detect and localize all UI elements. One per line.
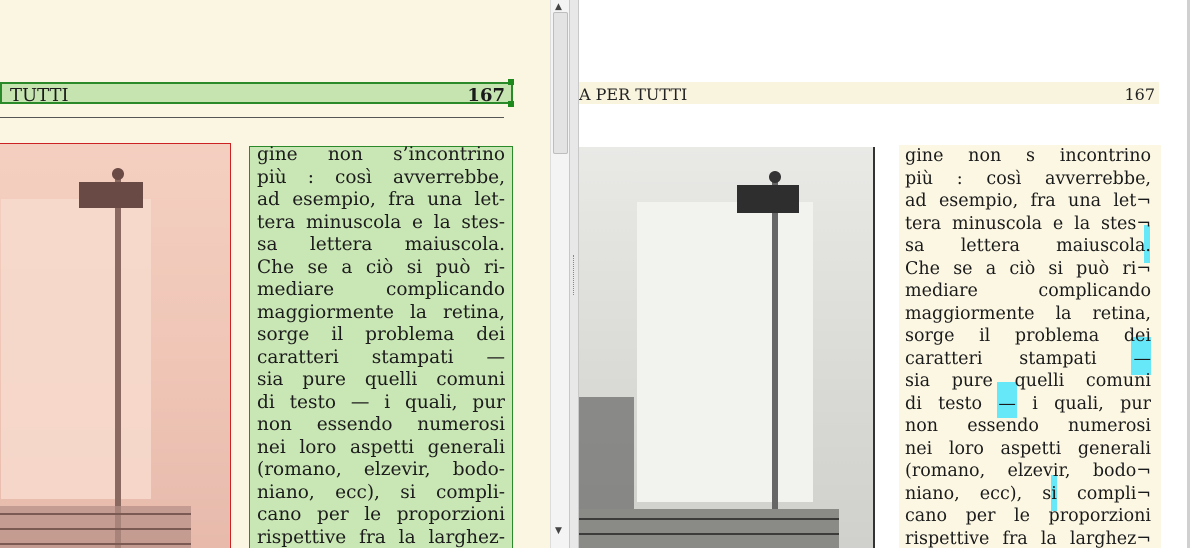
page-number: 167: [467, 85, 505, 106]
recognized-text-block[interactable]: [899, 145, 1161, 548]
text-line: rispettive fra la larghez-: [257, 526, 505, 548]
text-line: maggiormente la retina,: [257, 301, 505, 323]
text-line: sorge il problema dei: [905, 326, 1151, 346]
text-line: Che se a ciò si può ri-: [257, 256, 505, 278]
splitter-grip-icon: [573, 255, 576, 295]
recognized-header-title: A PER TUTTI: [579, 85, 688, 104]
pane-splitter[interactable]: [569, 0, 579, 548]
text-line: sia pure quelli comuni: [257, 369, 505, 390]
resize-handle-top-right[interactable]: [508, 79, 514, 85]
scroll-down-icon[interactable]: ▼: [555, 526, 562, 536]
text-line: sa lettera maiuscola.: [257, 234, 505, 255]
header-region[interactable]: [0, 82, 513, 104]
text-line: sa lettera maiuscola.: [905, 236, 1151, 256]
text-line: mediare complicando: [905, 281, 1151, 301]
scroll-up-icon[interactable]: ▲: [555, 2, 562, 12]
text-line: tera minuscola e la stes¬: [905, 213, 1151, 234]
text-line: ad esempio, fra una let-: [257, 189, 505, 210]
text-view-pane[interactable]: [579, 0, 1190, 548]
text-line: tera minuscola e la stes-: [257, 211, 505, 233]
vertical-scrollbar[interactable]: [550, 0, 569, 548]
text-line: ad esempio, fra una let¬: [905, 191, 1151, 211]
typewriter-photo: [0, 144, 232, 548]
text-region[interactable]: [249, 146, 513, 548]
text-line: cano per le proporzioni: [905, 506, 1151, 526]
text-line: (romano, elzevir, bodo¬: [905, 461, 1151, 481]
text-line: niano, ecc), si compli¬: [905, 483, 1151, 504]
scan-view-pane[interactable]: [0, 0, 550, 548]
text-line: sorge il problema dei: [257, 324, 505, 345]
text-line: non essendo numerosi: [257, 414, 505, 435]
text-line: Che se a ciò si può ri¬: [905, 258, 1151, 279]
text-line: (romano, elzevir, bodo-: [257, 459, 505, 480]
text-line: caratteri stampati —: [905, 348, 1151, 369]
text-line: più : così avverrebbe,: [257, 166, 505, 188]
text-line: maggiormente la retina,: [905, 303, 1151, 324]
text-line: di testo — i quali, pur: [905, 393, 1151, 414]
image-region[interactable]: [0, 143, 231, 548]
text-line: caratteri stampati —: [257, 346, 505, 368]
text-line: rispettive fra la larghez¬: [905, 528, 1151, 548]
text-line: non essendo numerosi: [905, 416, 1151, 436]
recognized-picture: [579, 147, 875, 548]
header-title: TUTTI: [10, 85, 69, 106]
text-line: mediare complicando: [257, 279, 505, 300]
resize-handle-bottom-right[interactable]: [508, 101, 514, 107]
text-line: gine non s’incontrino: [257, 144, 505, 165]
text-line: più : così avverrebbe,: [905, 168, 1151, 189]
text-line: nei loro aspetti generali: [257, 436, 505, 458]
typewriter-photo: [579, 147, 875, 548]
text-line: nei loro aspetti generali: [905, 438, 1151, 459]
text-line: niano, ecc), si compli-: [257, 481, 505, 503]
header-rule: [0, 117, 504, 118]
scrollbar-thumb[interactable]: [553, 12, 568, 154]
recognized-page-number: 167: [1124, 85, 1155, 104]
recognized-header: [579, 82, 1159, 104]
text-line: di testo — i quali, pur: [257, 391, 505, 413]
text-line: gine non s incontrino: [905, 146, 1151, 166]
text-line: sia pure quelli comuni: [905, 371, 1151, 391]
text-line: cano per le proporzioni: [257, 504, 505, 525]
